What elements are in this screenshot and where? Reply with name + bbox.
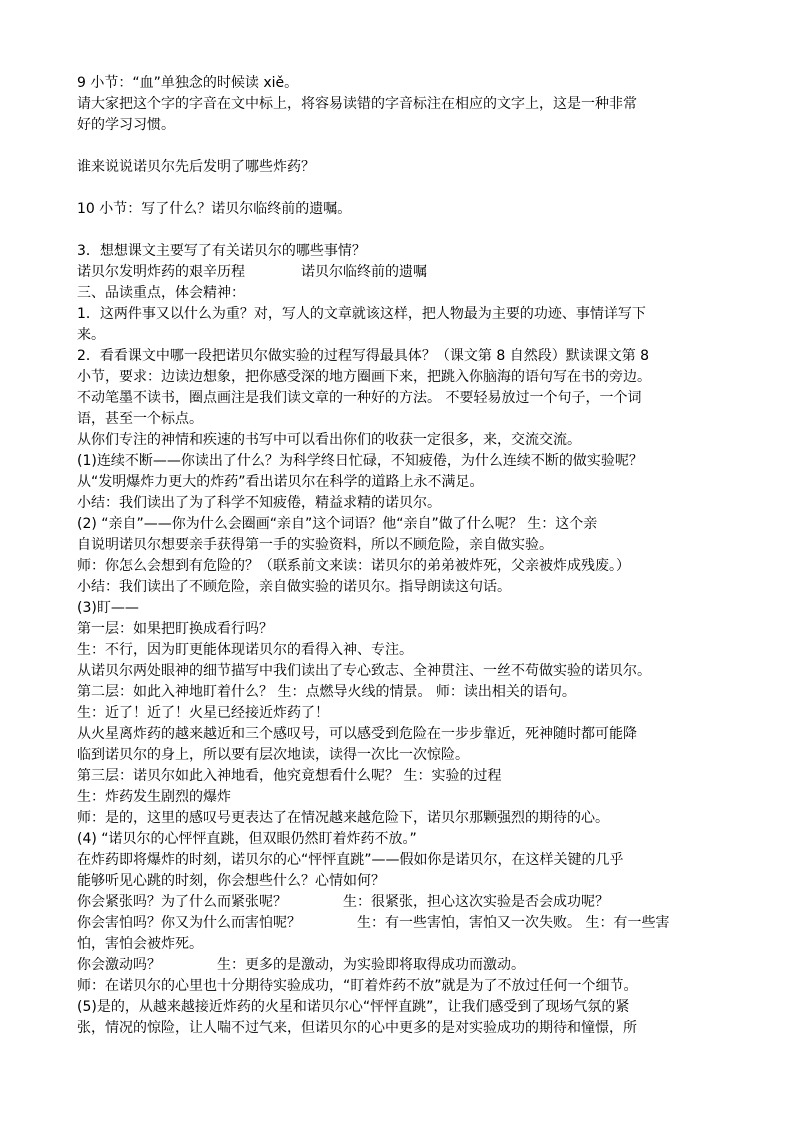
text-line: 10 小节：写了什么？诺贝尔临终前的遗嘱。 [77, 201, 352, 217]
text-line: 不动笔墨不读书，圈点画注是我们读文章的一种好的方法。 不要轻易放过一个句子，一个词 [77, 390, 642, 406]
text-line: 怕，害怕会被炸死。 [77, 936, 203, 952]
text-line: 来。 [77, 327, 105, 343]
text-line: (3)盯—— [77, 600, 139, 616]
text-segment: 生：更多的是激动，为实验即将取得成功而激动。 [217, 957, 525, 973]
text-line: 小节，要求：边读边想象，把你感受深的地方圈画下来，把跳入你脑海的语句写在书的旁边。 [77, 369, 651, 385]
text-segment: 生：有一些害怕，害怕又一次失败。 生：有一些害 [357, 915, 670, 931]
text-segment: 诺贝尔临终前的遗嘱 [301, 264, 427, 280]
blank-line [77, 178, 727, 199]
text-line: 临到诺贝尔的身上，所以要有层次地读，读得一次比一次惊险。 [77, 747, 469, 763]
text-segment: 你会紧张吗？为了什么而紧张呢？ [77, 894, 287, 910]
text-line: (5)是的，从越来越接近炸药的火星和诺贝尔心“怦怦直跳”，让我们感受到了现场气氛的紧 [77, 999, 630, 1015]
text-segment: 诺贝尔发明炸药的艰辛历程 [77, 264, 245, 280]
text-line: (2) “亲自”——你为什么会圈画“亲自”这个词语？他“亲自”做了什么呢？ 生：这个亲 [77, 516, 598, 532]
text-segment: 你会害怕吗？你又为什么而害怕呢？ [77, 915, 301, 931]
text-line: 师：是的，这里的感叹号更表达了在情况越来越危险下，诺贝尔那颗强烈的期待的心。 [77, 810, 609, 826]
text-segment: 你会激动吗？ [77, 957, 161, 973]
blank-line [77, 220, 727, 241]
text-line: 小结：我们读出了不顾危险，亲自做实验的诺贝尔。指导朗读这句话。 [77, 579, 511, 595]
text-line: 师：你怎么会想到有危险的？（联系前文来读：诺贝尔的弟弟被炸死，父亲被炸成残废。） [77, 558, 630, 574]
text-line: 从“发明爆炸力更大的炸药”看出诺贝尔在科学的道路上永不满足。 [77, 474, 484, 490]
text-line: 师：在诺贝尔的心里也十分期待实验成功，“盯着炸药不放”就是为了不放过任何一个细节。 [77, 978, 638, 994]
text-segment: 生：很紧张，担心这次实验是否会成功呢？ [343, 894, 609, 910]
text-line: 小结：我们读出了为了科学不知疲倦，精益求精的诺贝尔。 [77, 495, 441, 511]
document-page [77, 73, 727, 1039]
text-line: 语，甚至一个标点。 [77, 411, 203, 427]
text-line: 第三层：诺贝尔如此入神地看，他究竟想看什么呢？ 生：实验的过程 [77, 768, 502, 784]
text-line: (1)连续不断——你读出了什么？为科学终日忙碌，不知疲倦，为什么连续不断的做实验呢？ [77, 453, 643, 469]
text-line: 自说明诺贝尔想要亲手获得第一手的实验资料，所以不顾危险，亲自做实验。 [77, 537, 553, 553]
text-line: 9 小节：“血”单独念的时候读 xiě。 [77, 75, 299, 91]
text-line: 好的学习习惯。 [77, 117, 175, 133]
text-line: 生：炸药发生剧烈的爆炸 [77, 789, 231, 805]
text-line: 张，情况的惊险，让人喘不过气来，但诺贝尔的心中更多的是对实验成功的期待和憧憬，所 [77, 1020, 637, 1036]
text-line: 在炸药即将爆炸的时刻，诺贝尔的心“怦怦直跳”——假如你是诺贝尔，在这样关键的几乎 [77, 852, 624, 868]
text-line: 从火星离炸药的越来越近和三个感叹号，可以感受到危险在一步步靠近，死神随时都可能降 [77, 726, 637, 742]
text-line: 从诺贝尔两处眼神的细节描写中我们读出了专心致志、全神贯注、一丝不苟做实验的诺贝尔。 [77, 663, 651, 679]
text-line [77, 913, 727, 934]
text-line: 谁来说说诺贝尔先后发明了哪些炸药？ [77, 159, 315, 175]
text-line: 能够听见心跳的时刻，你会想些什么？心情如何？ [77, 873, 385, 889]
text-line: 第一层：如果把盯换成看行吗？ [77, 621, 273, 637]
text-line [77, 892, 727, 913]
text-line: 1．这两件事又以什么为重？对，写人的文章就该这样，把人物最为主要的功迹、事情详写下 [77, 306, 646, 322]
text-line: 从你们专注的神情和疾速的书写中可以看出你们的收获一定很多，来，交流交流。 [77, 432, 581, 448]
text-line: 三、品读重点，体会精神： [77, 285, 245, 301]
text-line: 请大家把这个字的字音在文中标上，将容易读错的字音标注在相应的文字上，这是一种非常 [77, 96, 637, 112]
text-line: 生：近了！近了！火星已经接近炸药了！ [77, 705, 329, 721]
text-line: 3．想想课文主要写了有关诺贝尔的哪些事情？ [77, 243, 366, 259]
text-line: 第二层：如此入神地盯着什么？ 生：点燃导火线的情景。 师：读出相关的语句。 [77, 684, 576, 700]
text-line: (4) “诺贝尔的心怦怦直跳，但双眼仍然盯着炸药不放。” [77, 831, 417, 847]
text-line: 生：不行，因为盯更能体现诺贝尔的看得入神、专注。 [77, 642, 413, 658]
text-line [77, 955, 727, 976]
text-line: 2．看看课文中哪一段把诺贝尔做实验的过程写得最具体？（课文第 8 自然段）默读课文第 8 [77, 348, 650, 364]
blank-line [77, 136, 727, 157]
text-line [77, 262, 727, 283]
